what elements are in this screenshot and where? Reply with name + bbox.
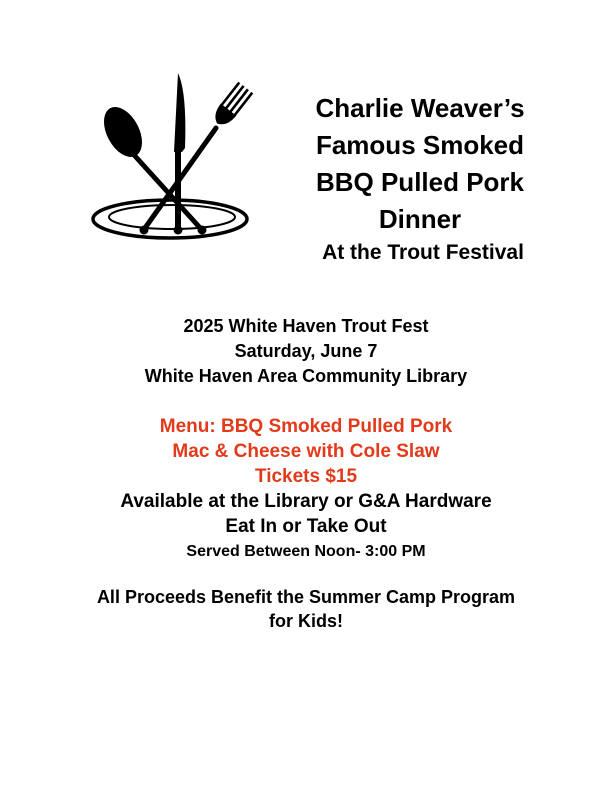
page-subtitle: At the Trout Festival — [322, 241, 524, 264]
event-date: Saturday, June 7 — [234, 341, 378, 361]
ticket-availability: Available at the Library or G&A Hardware — [120, 491, 492, 512]
menu-sides-line: Mac & Cheese with Cole Slaw — [172, 441, 440, 462]
menu-item-line: Menu: BBQ Smoked Pulled Pork — [159, 416, 453, 437]
page-title-line-4: Dinner — [378, 204, 462, 234]
page-title-line-1: Charlie Weaver’s — [315, 93, 525, 123]
event-details — [0, 314, 612, 389]
ticket-price: Tickets $15 — [254, 466, 358, 487]
proceeds-line-1: All Proceeds Benefit the Summer Camp Program — [96, 587, 516, 607]
menu-details — [0, 414, 612, 564]
dining-options: Eat In or Take Out — [225, 516, 387, 537]
page-title-line-2: Famous Smoked — [315, 130, 525, 160]
proceeds-note — [0, 585, 612, 633]
cutlery-plate-icon — [90, 70, 255, 255]
page-title-line-3: BBQ Pulled Pork — [315, 167, 525, 197]
title-block — [270, 90, 570, 268]
proceeds-line-2: for Kids! — [269, 611, 343, 631]
event-location: White Haven Area Community Library — [144, 366, 468, 386]
serving-hours: Served Between Noon- 3:00 PM — [186, 543, 426, 560]
event-name: 2025 White Haven Trout Fest — [183, 316, 429, 336]
